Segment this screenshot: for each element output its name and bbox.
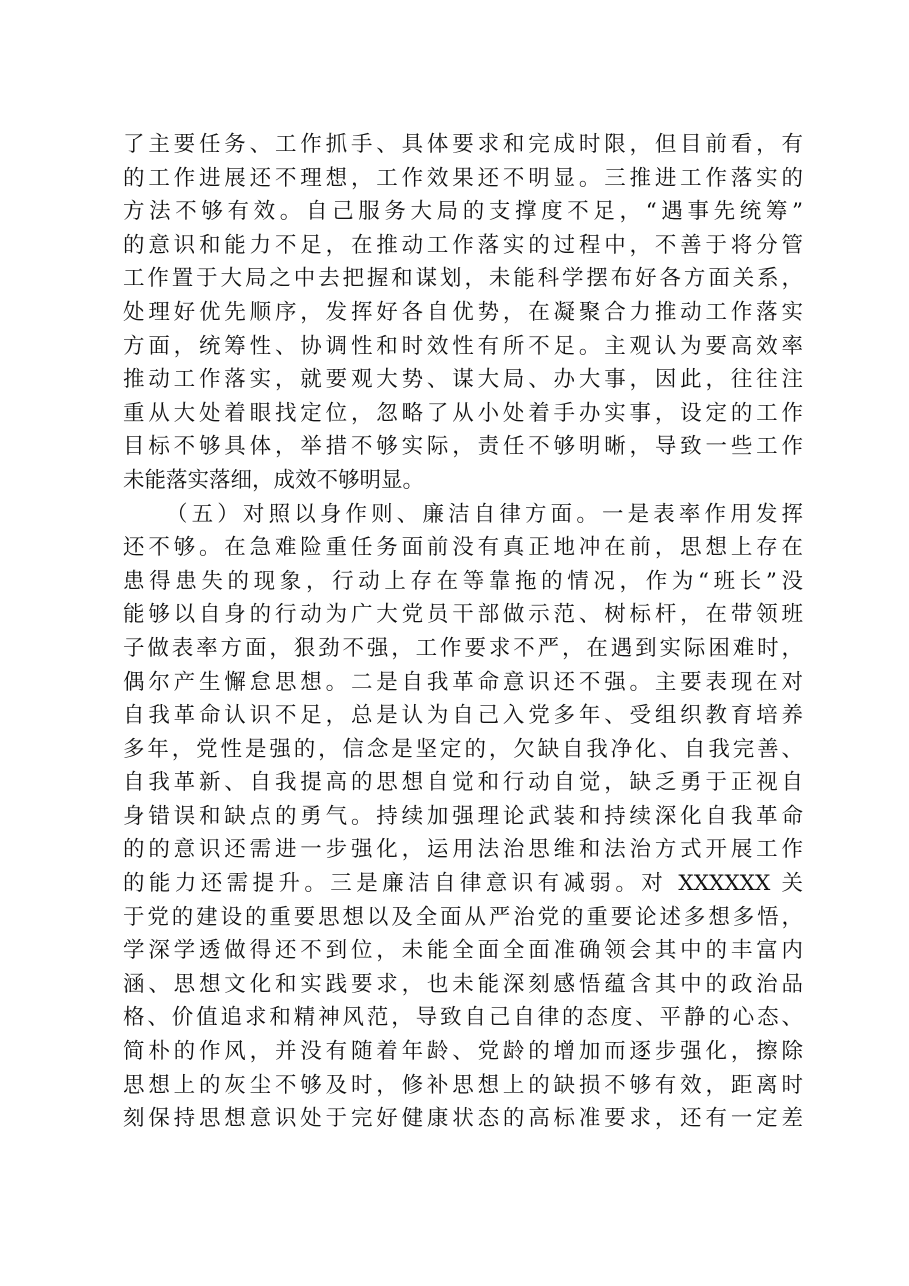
- text-line: 处理好优先顺序，发挥好各自优势，在凝聚合力推动工作落实: [123, 299, 803, 325]
- text-line: 学深学透做得还不到位，未能全面全面准确领会其中的丰富内: [123, 938, 803, 964]
- text-line: 格、价值追求和精神风范，导致自己自律的态度、平静的心态、: [123, 1005, 803, 1031]
- text-line: 能够以自身的行动为广大党员干部做示范、树标杆，在带领班: [123, 602, 803, 628]
- text-line: 方法不够有效。自己服务大局的支撑度不足，“遇事先统筹”: [123, 199, 803, 225]
- text-line: 简朴的作风，并没有随着年龄、党龄的增加而逐步强化，擦除: [123, 1039, 803, 1065]
- text-line: 目标不够具体，举措不够实际，责任不够明晰，导致一些工作: [123, 434, 803, 460]
- text-line: 方面，统筹性、协调性和时效性有所不足。主观认为要高效率: [123, 333, 803, 359]
- text-line: 了主要任务、工作抓手、具体要求和完成时限，但目前看，有: [123, 132, 803, 157]
- text-line: 还不够。在急难险重任务面前没有真正地冲在前，思想上存在: [123, 535, 803, 561]
- text-line: 工作置于大局之中去把握和谋划，未能科学摆布好各方面关系，: [123, 266, 803, 292]
- text-line: 身错误和缺点的勇气。持续加强理论武装和持续深化自我革命: [123, 803, 803, 829]
- paragraph-end-line: 未能落实落细，成效不够明显。: [123, 467, 425, 493]
- text-line: 推动工作落实，就要观大势、谋大局、办大事，因此，往往注: [123, 367, 803, 393]
- text-line: 涵、思想文化和实践要求，也未能深刻感悟蕴含其中的政治品: [123, 971, 803, 997]
- text-line: 自我革命认识不足，总是认为自己入党多年、受组织教育培养: [123, 703, 803, 729]
- text-line: 的意识和能力不足，在推动工作落实的过程中，不善于将分管: [123, 232, 803, 258]
- text-line: 患得患失的现象，行动上存在等靠拖的情况，作为“班长”没: [123, 568, 803, 594]
- text-line: 的工作进展还不理想，工作效果还不明显。三推进工作落实的: [123, 165, 803, 191]
- document-body: [123, 128, 803, 1136]
- text-line: 重从大处着眼找定位，忽略了从小处着手办实事，设定的工作: [123, 400, 803, 426]
- text-line: 多年，党性是强的，信念是坚定的，欠缺自我净化、自我完善、: [123, 736, 803, 762]
- text-line: 于党的建设的重要思想以及全面从严治党的重要论述多想多悟，: [123, 904, 803, 930]
- section-five-heading-line: （五）对照以身作则、廉洁自律方面。一是表率作用发挥: [166, 501, 803, 527]
- text-line: 子做表率方面，狠劲不强，工作要求不严，在遇到实际困难时，: [123, 635, 803, 661]
- text-line: 自我革新、自我提高的思想自觉和行动自觉，缺乏勇于正视自: [123, 770, 803, 796]
- text-line: 的能力还需提升。三是廉洁自律意识有减弱。对 XXXXXX 关: [123, 871, 803, 897]
- text-line: 的的意识还需进一步强化，运用法治思维和法治方式开展工作: [123, 837, 803, 863]
- text-line: 刻保持思想意识处于完好健康状态的高标准要求，还有一定差: [123, 1106, 803, 1132]
- text-line: 思想上的灰尘不够及时，修补思想上的缺损不够有效，距离时: [123, 1072, 803, 1098]
- text-line: 偶尔产生懈怠思想。二是自我革命意识还不强。主要表现在对: [123, 669, 803, 695]
